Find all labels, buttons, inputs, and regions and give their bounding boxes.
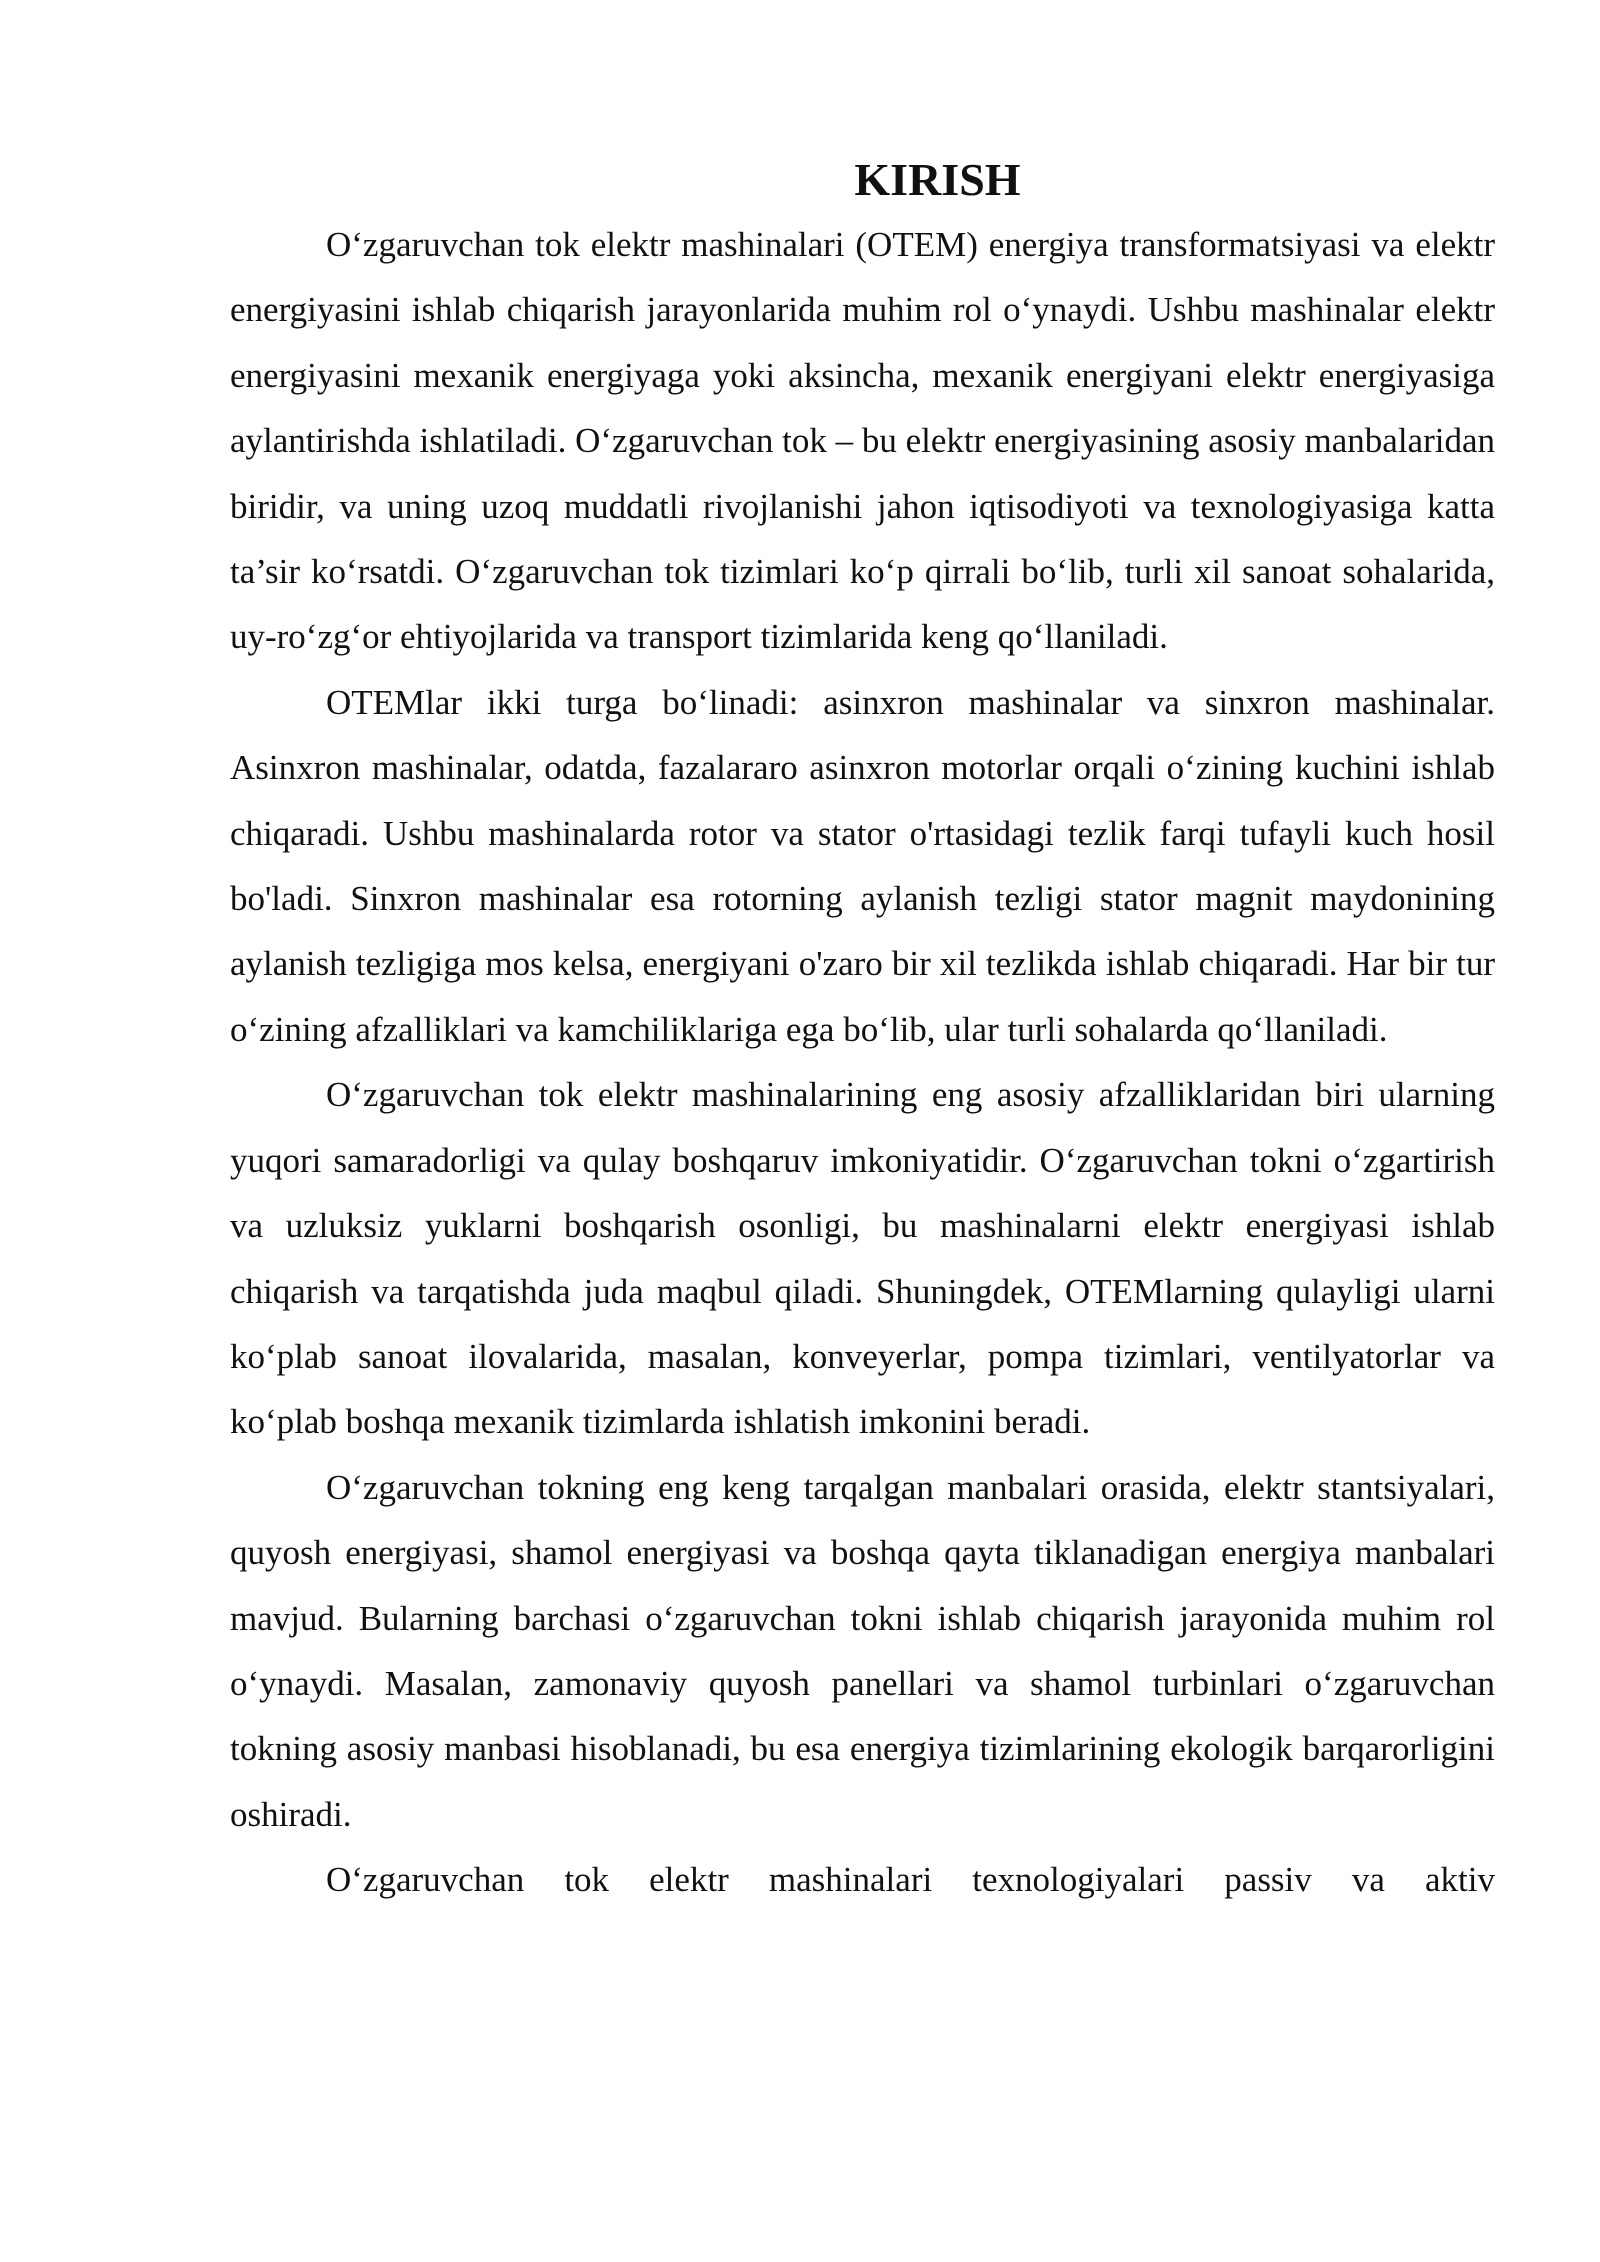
page-title: KIRISH xyxy=(854,154,1021,205)
paragraph-4: O‘zgaruvchan tokning eng keng tarqalgan manbalari orasida, elektr stantsiyalari, quyosh energiyasi, shamol energiyasi va boshqa qayta tiklanadigan energiya manbalari mavjud. Bularning barchasi o‘zgaruvchan tokni ishlab chiqarish jarayonida muhim rol o‘ynaydi. Masalan, zamonaviy quyosh panellari va shamol turbinlari o‘zgaruvchan tokning asosiy manbasi hisoblanadi, bu esa energiya tizimlarining ekologik barqarorligini oshiradi. xyxy=(230,1467,1495,1834)
document-page xyxy=(230,150,1495,1913)
paragraph-5: O‘zgaruvchan tok elektr mashinalari texnologiyalari passiv va aktiv xyxy=(326,1860,1495,1900)
paragraph-1: O‘zgaruvchan tok elektr mashinalari (OTEM) energiya transformatsiyasi va elektr energiyasini ishlab chiqarish jarayonlarida muhim rol o‘ynaydi. Ushbu mashinalar elektr energiyasini mexanik energiyaga yoki aksincha, mexanik energiyani elektr energiyasiga aylantirishda ishlatiladi. O‘zgaruvchan tok – bu elektr energiyasining asosiy manbalaridan biridir, va uning uzoq muddatli rivojlanishi jahon iqtisodiyoti va texnologiyasiga katta ta’sir ko‘rsatdi. O‘zgaruvchan tok tizimlari ko‘p qirrali bo‘lib, turli xil sanoat sohalarida, uy-ro‘zg‘or ehtiyojlarida va transport tizimlarida keng qo‘llaniladi. xyxy=(230,225,1495,657)
paragraph-2: OTEMlar ikki turga bo‘linadi: asinxron mashinalar va sinxron mashinalar. Asinxron mashinalar, odatda, fazalararo asinxron motorlar orqali o‘zining kuchini ishlab chiqaradi. Ushbu mashinalarda rotor va stator o'rtasidagi tezlik farqi tufayli kuch hosil bo'ladi. Sinxron mashinalar esa rotorning aylanish tezligi stator magnit maydonining aylanish tezligiga mos kelsa, energiyani o'zaro bir xil tezlikda ishlab chiqaradi. Har bir tur o‘zining afzalliklari va kamchiliklariga ega bo‘lib, ular turli sohalarda qo‘llaniladi. xyxy=(230,682,1495,1049)
paragraph-3: O‘zgaruvchan tok elektr mashinalarining eng asosiy afzalliklaridan biri ularning yuqori samaradorligi va qulay boshqaruv imkoniyatidir. O‘zgaruvchan tokni o‘zgartirish va uzluksiz yuklarni boshqarish osonligi, bu mashinalarni elektr energiyasi ishlab chiqarish va tarqatishda juda maqbul qiladi. Shuningdek, OTEMlarning qulayligi ularni ko‘plab sanoat ilovalarida, masalan, konveyerlar, pompa tizimlari, ventilyatorlar va ko‘plab boshqa mexanik tizimlarda ishlatish imkonini beradi. xyxy=(230,1075,1495,1442)
